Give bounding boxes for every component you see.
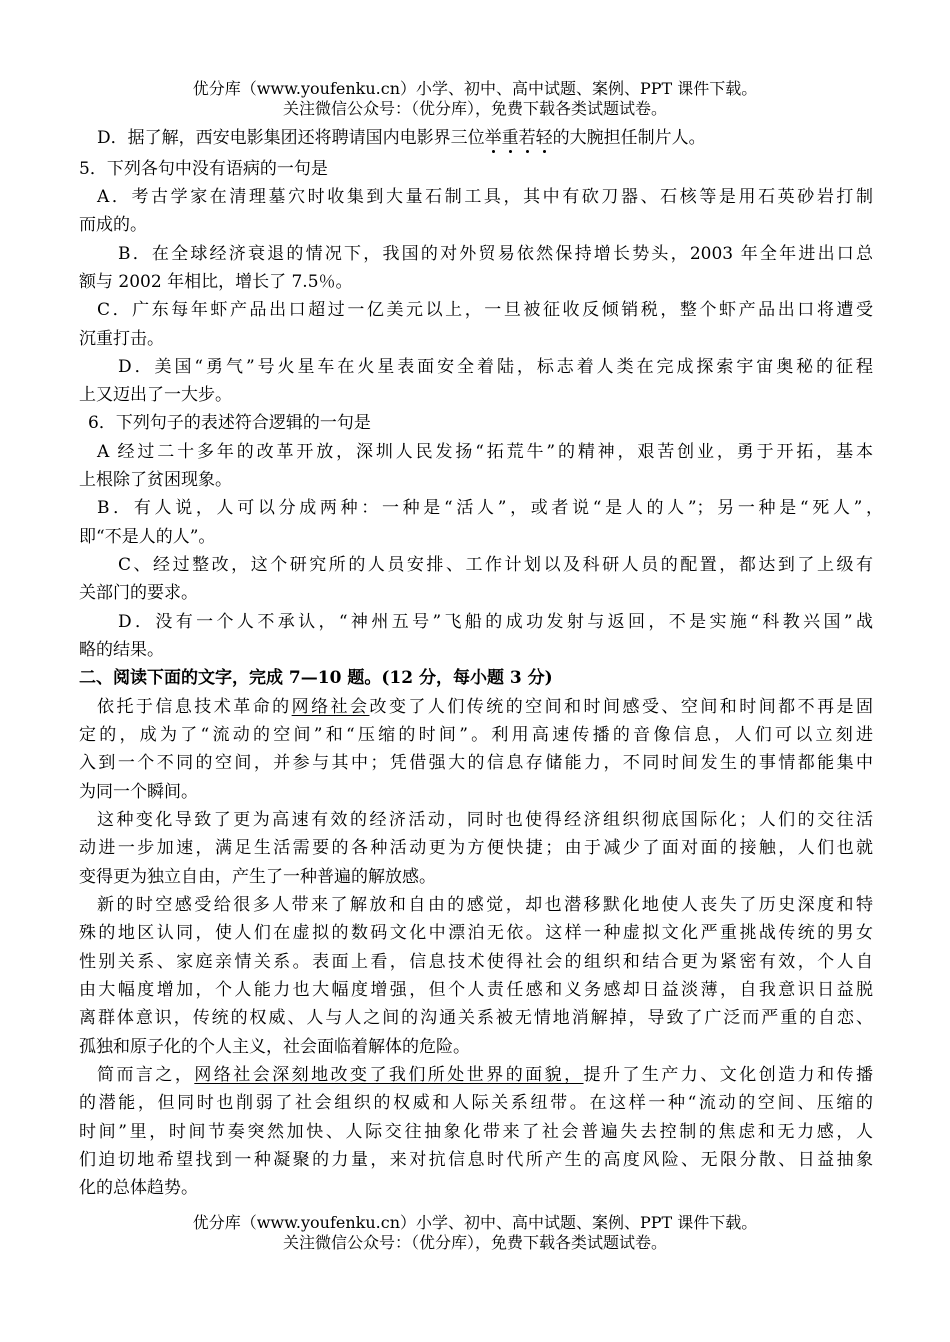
passage-p4-line-5: 化的总体趋势。 bbox=[79, 1178, 198, 1198]
passage-p4-line-1: 简而言之，网络社会深刻地改变了我们所处世界的面貌，提升了生产力、文化创造力和传播 bbox=[97, 1065, 874, 1085]
passage-p3-line-4: 由大幅度增加，个人能力也大幅度增强，但个人责任感和义务感却日益淡薄，自我意识日益脱 bbox=[79, 980, 873, 1000]
passage-p4-line-2: 的潜能，但同时也削弱了社会组织的权威和人际关系纽带。在这样一种“流动的空间、压缩的 bbox=[79, 1093, 873, 1113]
q6-option-c-line-1: C、经过整改，这个研究所的人员安排、工作计划以及科研人员的配置，都达到了上级有 bbox=[118, 555, 873, 575]
passage-p4-line-4: 们迫切地希望找到一种凝聚的力量，来对抗信息时代所产生的高度风险、无限分散、日益抽象 bbox=[79, 1150, 873, 1170]
passage-p3-line-2: 殊的地区认同，使人们在虚拟的数码文化中漂泊无依。这样一种虚拟文化严重挑战传统的男女 bbox=[79, 923, 873, 943]
q6-option-d-line-1: D．没有一个人不承认，“神州五号”飞船的成功发射与返回，不是实施“科教兴国”战 bbox=[118, 612, 873, 632]
q4-option-d: D．据了解，西安电影集团还将聘请国内电影界三位举重若轻的大腕担任制片人。 bbox=[97, 128, 706, 148]
emphasis-dot-char: 举 bbox=[484, 128, 502, 148]
q6-option-a-line-2: 上根除了贫困现象。 bbox=[79, 470, 232, 490]
q6-option-d-line-2: 略的结果。 bbox=[79, 640, 164, 660]
emphasis-dot-char: 若 bbox=[518, 128, 536, 148]
q5-option-c-line-1: C．广东每年虾产品出口超过一亿美元以上，一旦被征收反倾销税，整个虾产品出口将遭受 bbox=[97, 300, 873, 320]
q5-option-a-line-1: A．考古学家在清理墓穴时收集到大量石制工具，其中有砍刀器、石核等是用石英砂岩打制 bbox=[97, 187, 873, 207]
q6-option-c-line-2: 关部门的要求。 bbox=[79, 583, 198, 603]
passage-p1-line-2: 定的，成为了“流动的空间”和“压缩的时间”。利用高速传播的音像信息，人们可以立刻进 bbox=[79, 725, 873, 745]
q5-option-c-line-2: 沉重打击。 bbox=[79, 329, 164, 349]
q5-stem: 5．下列各句中没有语病的一句是 bbox=[79, 159, 328, 179]
passage-p4-line-3: 时间”里，时间节奏突然加快、人际交往抽象化带来了社会普遍失去控制的焦虑和无力感，人 bbox=[79, 1122, 873, 1142]
q5-option-b-line-2: 额与 2002 年相比，增长了 7.5％。 bbox=[79, 272, 353, 292]
q5-option-d-line-2: 上又迈出了一大步。 bbox=[79, 385, 232, 405]
footer-line-2: 关注微信公众号：（优分库），免费下载各类试题试卷。 bbox=[282, 1233, 667, 1252]
q6-stem: 6．下列句子的表述符合逻辑的一句是 bbox=[88, 413, 371, 433]
passage-p2-line-3: 变得更为独立自由，产生了一种普遍的解放感。 bbox=[79, 867, 436, 887]
passage-p2-line-2: 动进一步加速，满足生活需要的各种活动更为方便快捷；由于减少了面对面的接触，人们也就 bbox=[79, 838, 873, 858]
q6-option-b-line-1: B．有人说，人可以分成两种：一种是“活人”，或者说“是人的人”；另一种是“死人”， bbox=[97, 498, 883, 518]
passage-p2-line-1: 这种变化导致了更为高速有效的经济活动，同时也使得经济组织彻底国际化；人们的交往活 bbox=[97, 810, 873, 830]
q6-option-b-line-2: 即“不是人的人”。 bbox=[79, 527, 216, 547]
q5-option-d-line-1: D．美国“勇气”号火星车在火星表面安全着陆，标志着人类在完成探索宇宙奥秘的征程 bbox=[118, 357, 873, 377]
q5-option-b-line-1: B．在全球经济衰退的情况下，我国的对外贸易依然保持增长势头，2003 年全年进出口总 bbox=[118, 244, 873, 264]
emphasis-dot-char: 轻 bbox=[535, 128, 553, 148]
emphasis-dot-char: 重 bbox=[501, 128, 519, 148]
q5-option-a-line-2: 而成的。 bbox=[79, 215, 147, 235]
passage-p1-line-4: 为同一个瞬间。 bbox=[79, 782, 198, 802]
q6-option-a-line-1: A 经过二十多年的改革开放，深圳人民发扬“拓荒牛”的精神，艰苦创业，勇于开拓，基本 bbox=[97, 442, 873, 462]
passage-p3-line-3: 性别关系、家庭亲情关系。表面上看，信息技术使得社会的组织和结合更为紧密有效，个人自 bbox=[79, 952, 873, 972]
passage-p3-line-1: 新的时空感受给很多人带来了解放和自由的感觉，却也潜移默化地使人丧失了历史深度和特 bbox=[97, 895, 873, 915]
footer-line-1: 优分库（www.youfenku.cn）小学、初中、高中试题、案例、PPT 课件下载。 bbox=[192, 1213, 758, 1232]
passage-p3-line-6: 孤独和原子化的个人主义，社会面临着解体的危险。 bbox=[79, 1037, 470, 1057]
passage-p3-line-5: 离群体意识，传统的权威、人与人之间的沟通关系被无情地消解掉，导致了广泛而严重的自恋、 bbox=[79, 1008, 873, 1028]
section-2-title: 二、阅读下面的文字，完成 7—10 题。(12 分，每小题 3 分) bbox=[79, 668, 553, 688]
passage-p1-line-1: 依托于信息技术革命的网络社会改变了人们传统的空间和时间感受、空间和时间都不再是固 bbox=[97, 697, 874, 717]
header-line-1: 优分库（www.youfenku.cn）小学、初中、高中试题、案例、PPT 课件下载。 bbox=[192, 79, 758, 98]
underlined-sentence: 网络社会深刻地改变了我们所处世界的面貌， bbox=[194, 1065, 584, 1085]
passage-p1-line-3: 入到一个不同的空间，并参与其中；凭借强大的信息存储能力，不同时间发生的事情都能集中 bbox=[79, 753, 873, 773]
header-line-2: 关注微信公众号：（优分库），免费下载各类试题试卷。 bbox=[282, 99, 667, 118]
underlined-phrase: 网络社会 bbox=[291, 697, 370, 717]
